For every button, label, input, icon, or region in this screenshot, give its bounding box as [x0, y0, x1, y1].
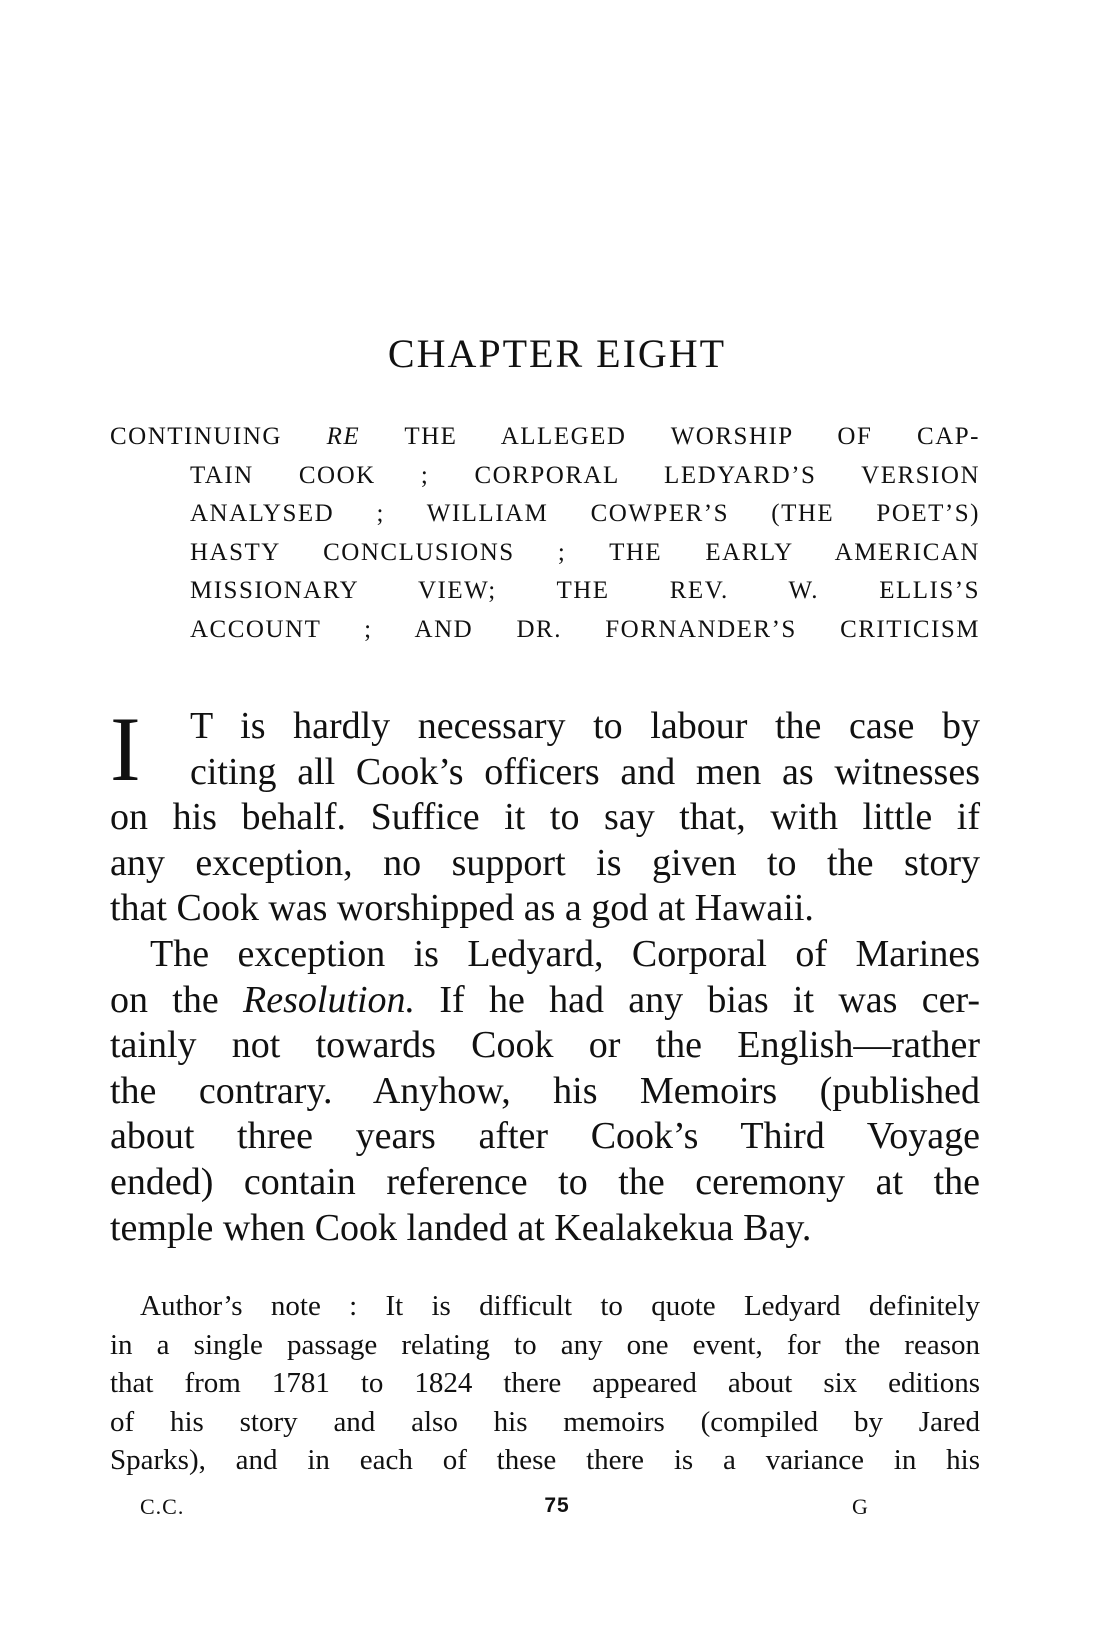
signature-mark-left: C.C.: [140, 1494, 185, 1519]
body-line: ended) contain reference to the ceremony at the: [110, 1160, 980, 1203]
note-line: of his story and also his memoirs (compiled by Jared: [110, 1405, 980, 1438]
signature-mark-right: G: [852, 1494, 869, 1519]
synopsis-line: [110, 418, 980, 457]
ship-name-italic: Resolution.: [243, 978, 416, 1021]
body-text-fragment: on the: [110, 978, 219, 1021]
note-line: that from 1781 to 1824 there appeared about six editions: [110, 1367, 980, 1400]
body-line: the contrary. Anyhow, his Memoirs (published: [110, 1069, 980, 1112]
body-line: [110, 978, 980, 1024]
synopsis-line: ANALYSED ; WILLIAM COWPER’S (THE POET’S): [190, 500, 980, 527]
body-line: on his behalf. Suffice it to say that, with little if: [110, 796, 980, 839]
synopsis-line: ACCOUNT ; AND DR. FORNANDER’S CRITICISM: [190, 615, 980, 643]
synopsis-line: HASTY CONCLUSIONS ; THE EARLY AMERICAN: [190, 538, 980, 566]
note-line: Sparks), and in each of these there is a variance in his: [110, 1444, 980, 1477]
body-line: about three years after Cook’s Third Voyage: [110, 1115, 980, 1158]
synopsis-line: TAIN COOK ; CORPORAL LEDYARD’S VERSION: [190, 461, 980, 489]
page-footer: [0, 1494, 1114, 1534]
synopsis-line: MISSIONARY VIEW; THE REV. W. ELLIS’S: [190, 577, 980, 604]
note-line: in a single passage relating to any one event, for the reason: [110, 1328, 980, 1361]
body-text-fragment: If he had any bias it was cer-: [439, 978, 980, 1021]
synopsis-text: THE ALLEGED WORSHIP OF CAP-: [404, 423, 981, 450]
body-line: T is hardly necessary to labour the case by: [190, 705, 980, 747]
drop-cap: I: [110, 698, 141, 800]
body-line: that Cook was worshipped as a god at Hawaii.: [110, 887, 814, 930]
synopsis-italic-re: RE: [326, 423, 361, 450]
body-line: any exception, no support is given to the story: [110, 841, 980, 884]
body-line: temple when Cook landed at Kealakekua Bay.: [110, 1206, 812, 1249]
body-paragraphs: [110, 698, 980, 1251]
author-note: [110, 1287, 980, 1480]
body-line: citing all Cook’s officers and men as witnesses: [190, 750, 980, 793]
body-line: tainly not towards Cook or the English—rather: [110, 1024, 980, 1067]
chapter-title: CHAPTER EIGHT: [387, 331, 727, 376]
body-line: The exception is Ledyard, Corporal of Marines: [150, 932, 980, 975]
note-line: Author’s note : It is difficult to quote Ledyard definitely: [140, 1290, 980, 1322]
chapter-synopsis: [110, 418, 980, 649]
synopsis-text: CONTINUING: [110, 423, 282, 450]
page-number: 75: [544, 1494, 570, 1517]
